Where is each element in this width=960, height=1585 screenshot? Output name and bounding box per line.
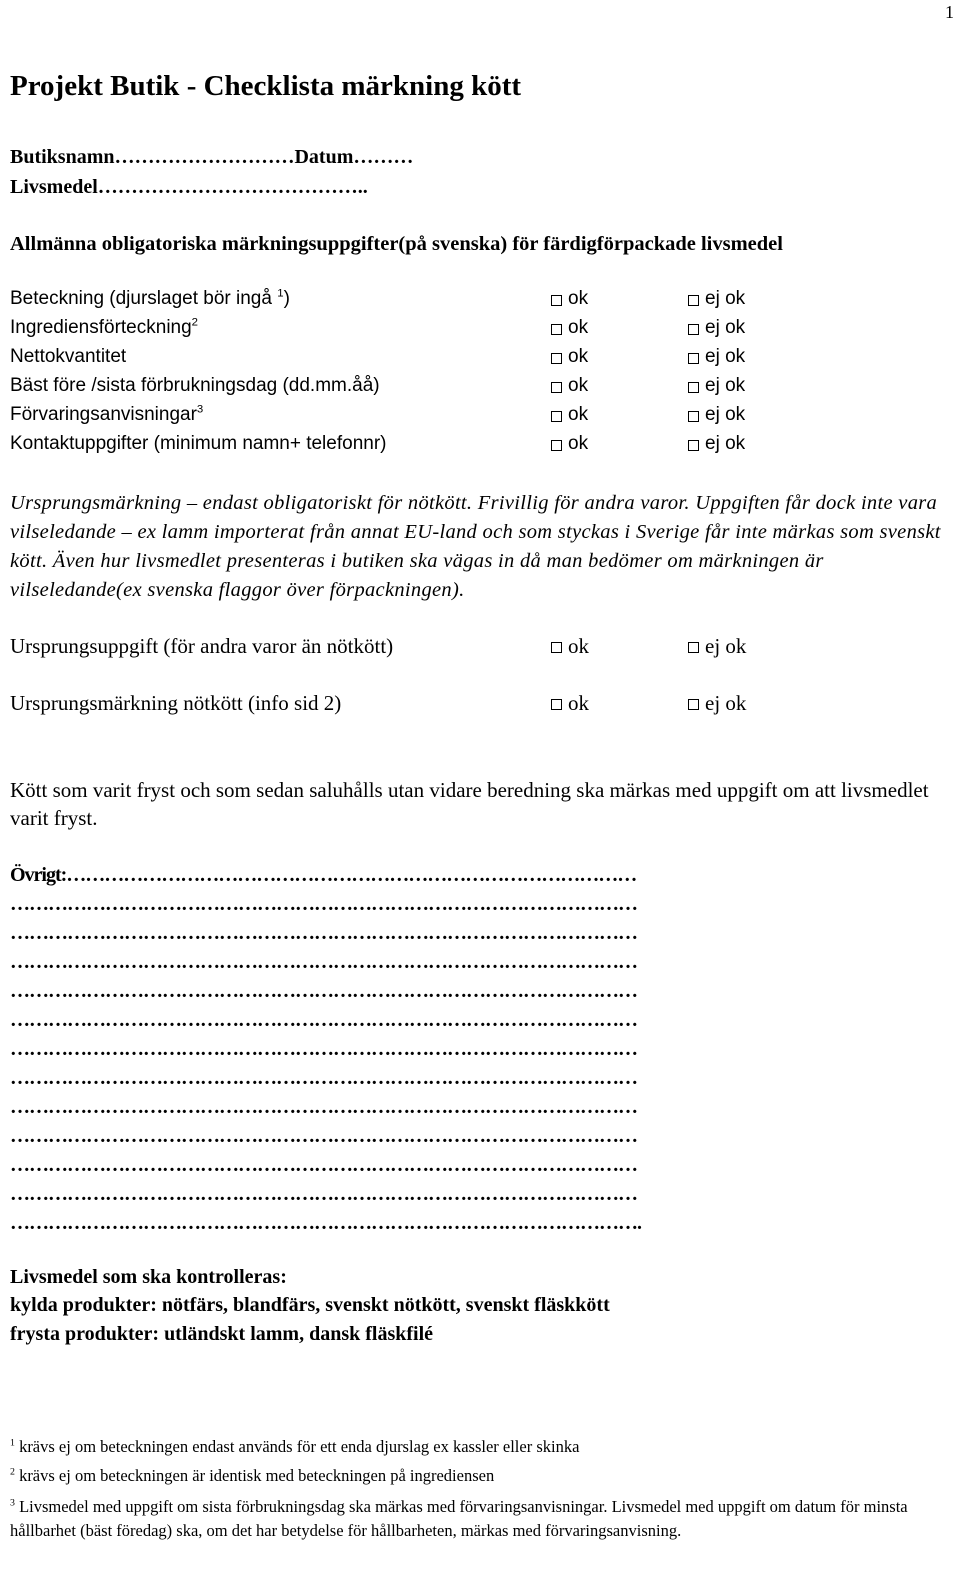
option-label: ej ok bbox=[705, 375, 746, 396]
origin-item-label: Ursprungsuppgift (för andra varor än nötkött) bbox=[10, 634, 394, 658]
option-label: ok bbox=[568, 691, 589, 715]
checkbox-icon[interactable] bbox=[551, 382, 562, 393]
page-title: Projekt Butik - Checklista märkning kött bbox=[10, 70, 522, 102]
option-label: ej ok bbox=[705, 317, 746, 338]
checkbox-icon[interactable] bbox=[688, 440, 699, 451]
checkbox-icon[interactable] bbox=[551, 353, 562, 364]
option-label: ok bbox=[568, 433, 589, 454]
other-dotted-line[interactable]: ……………………………………………………………………………………… bbox=[10, 1038, 637, 1060]
option-label: ok bbox=[568, 288, 589, 309]
checkbox-icon[interactable] bbox=[688, 699, 699, 710]
ok-checkbox[interactable] bbox=[551, 433, 588, 455]
checkbox-icon[interactable] bbox=[551, 324, 562, 335]
footnote-number: 2 bbox=[10, 1466, 15, 1478]
checkbox-icon[interactable] bbox=[688, 353, 699, 364]
other-dotted-line[interactable]: ……………………………………………………………………………………… bbox=[10, 1009, 637, 1031]
control-frozen: frysta produkter: utländskt lamm, dansk fläskfilé bbox=[10, 1323, 434, 1345]
control-heading: Livsmedel som ska kontrolleras: bbox=[10, 1266, 287, 1288]
ok-checkbox[interactable] bbox=[551, 404, 588, 426]
other-dotted-line[interactable]: ……………………………………………………………………………………… bbox=[10, 1067, 637, 1089]
other-label[interactable]: Övrigt:……………………………………………………………………………… bbox=[10, 864, 637, 886]
other-dotted-line[interactable]: ……………………………………………………………………………………… bbox=[10, 1096, 637, 1118]
option-label: ok bbox=[568, 346, 589, 367]
other-dotted-line[interactable]: ……………………………………………………………………………………… bbox=[10, 893, 637, 915]
option-label: ej ok bbox=[705, 288, 746, 309]
ej-ok-checkbox[interactable] bbox=[688, 691, 746, 716]
food-field[interactable]: Livsmedel………………………………….. bbox=[10, 176, 368, 198]
footnote: $^1$ krävs ej om beteckningen endast används för ett enda djurslag ex kassler eller skinka bbox=[10, 1437, 580, 1456]
option-label: ej ok bbox=[705, 433, 746, 454]
checklist-item-label: Beteckning (djurslaget bör ingå $^1$) bbox=[10, 287, 290, 309]
option-label: ej ok bbox=[705, 691, 747, 715]
checkbox-icon[interactable] bbox=[688, 382, 699, 393]
ej-ok-checkbox[interactable] bbox=[688, 404, 745, 426]
checkbox-icon[interactable] bbox=[688, 295, 699, 306]
ej-ok-checkbox[interactable] bbox=[688, 634, 746, 659]
option-label: ej ok bbox=[705, 634, 747, 658]
footnote-number: 1 bbox=[10, 1437, 15, 1449]
footnote-ref: 1 bbox=[277, 287, 284, 300]
ej-ok-checkbox[interactable] bbox=[688, 346, 745, 368]
other-dotted-line[interactable]: ……………………………………………………………………………………… bbox=[10, 922, 637, 944]
checkbox-icon[interactable] bbox=[551, 440, 562, 451]
checkbox-icon[interactable] bbox=[688, 411, 699, 422]
checklist-item-label: Förvaringsanvisningar$^3$ bbox=[10, 403, 204, 425]
origin-note: Ursprungsmärkning – endast obligatoriskt för nötkött. Frivillig för andra varor. Uppgiften får dock inte vara vilseledande – ex lamm importerat från annat EU-land och som styckas i Sverige får inte märkas som svenskt kött. Även hur livsmedlet presenteras i butiken ska vägas in då man bedömer om märkningen är vilseledande(ex svenska flaggor över förpackningen). bbox=[10, 492, 941, 601]
option-label: ok bbox=[568, 375, 589, 396]
ej-ok-checkbox[interactable] bbox=[688, 317, 745, 339]
frozen-note: Kött som varit fryst och som sedan saluhålls utan vidare beredning ska märkas med uppgift om att livsmedlet varit fryst. bbox=[10, 778, 929, 830]
checkbox-icon[interactable] bbox=[551, 642, 562, 653]
footnote-ref: 3 bbox=[196, 403, 204, 416]
ej-ok-checkbox[interactable] bbox=[688, 375, 745, 397]
other-dotted-line[interactable]: ……………………………………………………………………………………… bbox=[10, 980, 637, 1002]
store-date-field[interactable]: Butiksnamn………………………Datum……… bbox=[10, 146, 414, 168]
ok-checkbox[interactable] bbox=[551, 691, 589, 716]
checkbox-icon[interactable] bbox=[688, 324, 699, 335]
control-chilled: kylda produkter: nötfärs, blandfärs, svenskt nötkött, svenskt fläskkött bbox=[10, 1294, 610, 1316]
origin-item-label: Ursprungsmärkning nötkött (info sid 2) bbox=[10, 691, 342, 715]
checkbox-icon[interactable] bbox=[551, 411, 562, 422]
option-label: ej ok bbox=[705, 346, 746, 367]
ok-checkbox[interactable] bbox=[551, 346, 588, 368]
section-heading: Allmänna obligatoriska märkningsuppgifter(på svenska) för färdigförpackade livsmedel bbox=[10, 233, 783, 255]
footnote: $^3$ Livsmedel med uppgift om sista förbrukningsdag ska märkas med förvaringsanvisningar. Livsmedel med uppgift om datum för minsta hållbarhet (bäst föredag) ska, om det har betydelse för hållbarheten, märkas med förvaringsanvisning. bbox=[10, 1497, 908, 1540]
ok-checkbox[interactable] bbox=[551, 634, 589, 659]
checklist-item-label: Bäst före /sista förbrukningsdag (dd.mm.åå) bbox=[10, 375, 380, 396]
other-dotted-line[interactable]: ………………………………………………………………………………………. bbox=[10, 1212, 641, 1234]
other-dotted-line[interactable]: ……………………………………………………………………………………… bbox=[10, 951, 637, 973]
option-label: ok bbox=[568, 404, 589, 425]
other-dotted-line[interactable]: ……………………………………………………………………………………… bbox=[10, 1154, 637, 1176]
checkbox-icon[interactable] bbox=[688, 642, 699, 653]
other-dotted-line[interactable]: ……………………………………………………………………………………… bbox=[10, 1183, 637, 1205]
ok-checkbox[interactable] bbox=[551, 288, 588, 310]
checklist-item-label: Nettokvantitet bbox=[10, 346, 127, 367]
option-label: ej ok bbox=[705, 404, 746, 425]
ok-checkbox[interactable] bbox=[551, 317, 588, 339]
ej-ok-checkbox[interactable] bbox=[688, 288, 745, 310]
footnote: $^2$ krävs ej om beteckningen är identisk med beteckningen på ingrediensen bbox=[10, 1466, 495, 1485]
footnote-number: 3 bbox=[10, 1497, 15, 1509]
other-dotted-line[interactable]: ……………………………………………………………………………………… bbox=[10, 1125, 637, 1147]
page-number: 1 bbox=[945, 2, 954, 22]
ej-ok-checkbox[interactable] bbox=[688, 433, 745, 455]
ok-checkbox[interactable] bbox=[551, 375, 588, 397]
checkbox-icon[interactable] bbox=[551, 699, 562, 710]
option-label: ok bbox=[568, 634, 589, 658]
option-label: ok bbox=[568, 317, 589, 338]
checklist-item-label: Ingrediensförteckning$^2$ bbox=[10, 316, 199, 338]
checklist-item-label: Kontaktuppgifter (minimum namn+ telefonnr) bbox=[10, 433, 387, 454]
checkbox-icon[interactable] bbox=[551, 295, 562, 306]
footnote-ref: 2 bbox=[191, 316, 199, 329]
